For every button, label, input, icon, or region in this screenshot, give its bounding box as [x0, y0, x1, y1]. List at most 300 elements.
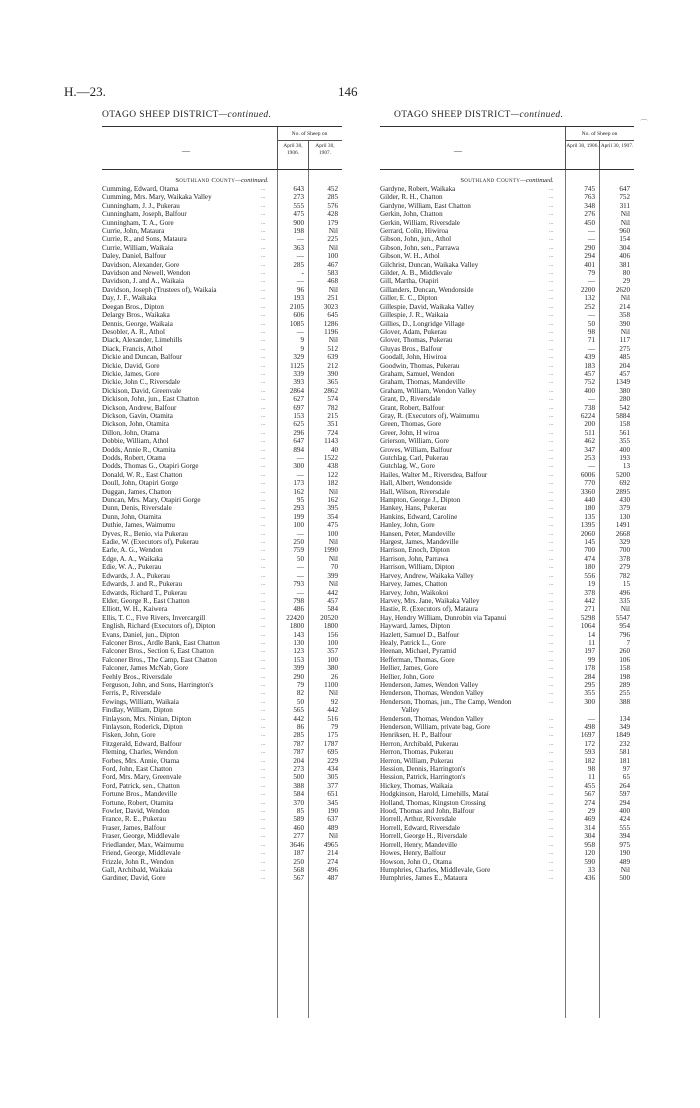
- sheep-count-1907: 468: [327, 277, 338, 286]
- sheep-count-1906: 153: [293, 655, 304, 664]
- owner-name: Harvey, Mrs. Jane, Waikaka Valley: [380, 596, 480, 605]
- leader-dots: ...: [261, 278, 266, 285]
- sheep-count-1906: 474: [584, 554, 595, 563]
- owner-name: Davidson, Alexander, Gore: [102, 260, 180, 269]
- sheep-count-1906: 556: [584, 571, 595, 580]
- leader-dots: ...: [549, 791, 554, 798]
- sheep-count-1906: 738: [584, 403, 595, 412]
- leader-dots: ...: [549, 858, 554, 865]
- sheep-count-1907: 80: [622, 269, 630, 278]
- table-row: [102, 631, 342, 639]
- table-row: [102, 740, 342, 748]
- leader-dots: ...: [261, 337, 266, 344]
- sheep-count-1907: 215: [327, 411, 338, 420]
- table-row: [380, 605, 634, 613]
- owner-name: Gerrard, Colin, Hiwiroa: [380, 227, 449, 236]
- table-row: [102, 807, 342, 815]
- sheep-count-1907: 349: [619, 723, 630, 731]
- table-row: [380, 454, 634, 462]
- sheep-count-1907: Nil: [328, 554, 338, 563]
- left-date-1906: April 30, 1906.: [283, 143, 303, 156]
- leader-dots: ...: [549, 597, 554, 604]
- leader-dots: ...: [261, 396, 266, 403]
- owner-name: Feehly Bros., Riversdale: [102, 672, 173, 681]
- left-no-of-sheep-label: No. of Sheep on: [277, 129, 342, 141]
- leader-dots: ...: [549, 286, 554, 293]
- owner-name: Dodds, Annie R., Otamita: [102, 445, 176, 454]
- sheep-count-1906: 900: [293, 218, 304, 227]
- owner-name: Heenan, Michael, Pyramid: [380, 647, 457, 656]
- sheep-count-1906: 276: [584, 210, 595, 219]
- leader-dots: ...: [261, 749, 266, 756]
- sheep-count-1907: 190: [327, 807, 338, 816]
- owner-name: Dennis, George, Waikaia: [102, 319, 173, 328]
- sheep-count-1906: 95: [296, 496, 304, 505]
- sheep-count-1906: 132: [584, 294, 595, 303]
- sheep-count-1906: 355: [584, 689, 595, 698]
- leader-dots: ...: [261, 328, 266, 335]
- sheep-count-1907: 1990: [323, 546, 338, 555]
- sheep-count-1907: 581: [619, 748, 630, 757]
- sheep-count-1907: 574: [327, 395, 338, 404]
- owner-name: France, R. E., Pukerau: [102, 815, 167, 824]
- sheep-count-1906: 1800: [289, 622, 304, 631]
- owner-name: Fewings, William, Waikaia: [102, 697, 179, 706]
- table-row: [380, 782, 634, 790]
- table-row: [380, 538, 634, 546]
- table-row: [380, 563, 634, 571]
- table-row: [380, 631, 634, 639]
- sheep-count-1907: 496: [327, 865, 338, 874]
- table-row: [380, 858, 634, 866]
- owner-name: Humphries, James E., Mataura: [380, 874, 468, 883]
- table-row: [380, 437, 634, 445]
- leader-dots: ...: [261, 808, 266, 815]
- owner-name: Humphries, Charles, Middlevale, Gore: [380, 865, 491, 874]
- sheep-count-1907: Nil: [328, 538, 338, 547]
- table-row: [102, 479, 342, 487]
- table-row: [380, 336, 634, 344]
- right-county-suffix: —continued.: [520, 177, 554, 184]
- sheep-count-1906: 469: [584, 815, 595, 824]
- sheep-count-1907: Nil: [328, 243, 338, 252]
- sheep-count-1906: 370: [293, 798, 304, 807]
- owner-name: Harrison, Enoch, Dipton: [380, 546, 450, 555]
- sheep-count-1906: —: [587, 344, 595, 353]
- owner-name: Cumming, Edward, Otama: [102, 185, 179, 193]
- owner-name: Hellier, James, Gore: [380, 664, 439, 673]
- leader-dots: ...: [549, 194, 554, 201]
- leader-dots: ...: [261, 219, 266, 226]
- leader-dots: ...: [549, 320, 554, 327]
- sheep-count-1906: 584: [293, 790, 304, 799]
- owner-name: Dodds, Thomas G., Otapiri Gorge: [102, 462, 199, 471]
- sheep-count-1907: 960: [619, 227, 630, 236]
- owner-name: Duthie, James, Waimumu: [102, 521, 175, 530]
- table-row: [380, 353, 634, 361]
- sheep-count-1907: 285: [327, 193, 338, 202]
- sheep-count-1907: 358: [619, 311, 630, 320]
- owner-name: Gutchlag, Carl, Pukerau: [380, 454, 449, 462]
- owner-name: Dickie and Duncan, Balfour: [102, 353, 182, 362]
- owner-name: Harvey, John, Waikokoi: [380, 588, 449, 597]
- sheep-count-1906: 300: [293, 462, 304, 471]
- leader-dots: ...: [549, 824, 554, 831]
- table-row: [102, 420, 342, 428]
- leader-dots: ...: [549, 278, 554, 285]
- table-row: [102, 597, 342, 605]
- owner-name: Hession, Patrick, Harrington's: [380, 773, 466, 782]
- sheep-count-1906: 565: [293, 706, 304, 715]
- owner-name: Gilchrist, Duncan, Waikaka Valley: [380, 260, 479, 269]
- sheep-count-1907: 13: [622, 462, 630, 471]
- table-row: [380, 412, 634, 420]
- right-table-header: [380, 126, 634, 170]
- left-header-dash: —: [182, 146, 190, 155]
- sheep-count-1906: 348: [584, 201, 595, 210]
- owner-name: Groves, William, Balfour: [380, 445, 453, 454]
- table-row: [102, 622, 342, 630]
- owner-name: Deegan Bros., Dipton: [102, 302, 164, 311]
- table-row: [380, 589, 634, 597]
- leader-dots: ...: [261, 455, 266, 461]
- table-row: [102, 589, 342, 597]
- table-row: [102, 261, 342, 269]
- sheep-count-1907: 1522: [323, 454, 338, 462]
- table-row: [102, 513, 342, 521]
- table-row: [102, 841, 342, 849]
- owner-name: Duggan, James, Chatton: [102, 487, 172, 496]
- sheep-count-1907: 400: [619, 807, 630, 816]
- sheep-count-1906: 759: [293, 546, 304, 555]
- leader-dots: ...: [261, 547, 266, 554]
- sheep-count-1906: 300: [584, 697, 595, 706]
- leader-dots: ...: [261, 614, 266, 621]
- sheep-count-1906: 462: [584, 437, 595, 446]
- sheep-count-1906: 253: [584, 454, 595, 462]
- owner-name: Fraser, George, Middlevale: [102, 832, 180, 841]
- table-row: [102, 757, 342, 765]
- owner-name: Fortune, Robert, Otamita: [102, 798, 174, 807]
- owner-name: Howes, Henry, Balfour: [380, 849, 446, 858]
- owner-name: Harvey, James, Chatton: [380, 580, 448, 589]
- table-row: [102, 874, 342, 882]
- table-row: [102, 429, 342, 437]
- table-row: [380, 311, 634, 319]
- table-row: [380, 395, 634, 403]
- table-row: [102, 446, 342, 454]
- owner-name: Ford, Mrs. Mary, Greenvale: [102, 773, 182, 782]
- sheep-count-1906: 50: [587, 319, 595, 328]
- sheep-count-1907: 354: [327, 512, 338, 521]
- sheep-count-1906: 273: [293, 193, 304, 202]
- table-row: [380, 345, 634, 353]
- sheep-count-1907: 475: [327, 521, 338, 530]
- table-row: [102, 336, 342, 344]
- table-row: [380, 572, 634, 580]
- sheep-count-1906: 1395: [580, 521, 595, 530]
- owner-name: Falconer Bros., The Camp, East Chatton: [102, 655, 217, 664]
- leader-dots: ...: [549, 186, 554, 192]
- sheep-count-1907: 130: [619, 512, 630, 521]
- sheep-count-1907: 438: [327, 462, 338, 471]
- sheep-count-1907: 700: [619, 546, 630, 555]
- owner-name: Desobler, A. R., Athol: [102, 327, 165, 336]
- leader-dots: ...: [549, 455, 554, 461]
- table-row: [380, 614, 634, 622]
- table-row: [102, 521, 342, 529]
- owner-name: Falconer Bros., Section 6, East Chatton: [102, 647, 214, 656]
- leader-dots: ...: [549, 387, 554, 394]
- sheep-count-1907: 434: [327, 765, 338, 774]
- owner-name: Falconer Bros., Ardle Bank, East Chatton: [102, 638, 220, 647]
- owner-name: Currie, John, Mataura: [102, 227, 165, 236]
- sheep-count-1906: 173: [293, 479, 304, 488]
- owner-name: Hampton, George J., Dipton: [380, 496, 461, 505]
- leader-dots: ...: [261, 505, 266, 512]
- page-number: 146: [338, 84, 358, 99]
- leader-dots: ...: [549, 295, 554, 302]
- sheep-count-1907: 335: [619, 596, 630, 605]
- sheep-count-1906: 700: [584, 546, 595, 555]
- sheep-count-1906: 347: [584, 445, 595, 454]
- sheep-count-1907: 975: [619, 840, 630, 849]
- leader-dots: ...: [261, 446, 266, 453]
- left-date-1907: April 30, 1907.: [315, 143, 335, 156]
- sheep-count-1907: 782: [327, 403, 338, 412]
- table-row: [102, 773, 342, 781]
- owner-name: Elliott, W. H., Kaiwera: [102, 605, 168, 614]
- owner-name: Hansen, Peter, Mandeville: [380, 529, 455, 538]
- sheep-count-1906: 100: [293, 521, 304, 530]
- sheep-count-1907: 485: [619, 353, 630, 362]
- sheep-count-1906: —: [296, 327, 304, 336]
- leader-dots: ...: [549, 656, 554, 663]
- owner-name: Horrell, Arthur, Riversdale: [380, 815, 457, 824]
- table-row: [102, 790, 342, 798]
- sheep-count-1907: 452: [327, 185, 338, 193]
- sheep-count-1906: 82: [296, 689, 304, 698]
- sheep-count-1906: 1064: [580, 622, 595, 631]
- sheep-count-1907: 724: [327, 428, 338, 437]
- table-row: [102, 748, 342, 756]
- owner-name: Dickson, Andrew, Balfour: [102, 403, 177, 412]
- sheep-count-1906: —: [587, 395, 595, 404]
- sheep-count-1907: 229: [327, 756, 338, 765]
- sheep-count-1906: 745: [584, 185, 595, 193]
- sheep-count-1906: 85: [296, 807, 304, 816]
- leader-dots: ...: [549, 429, 554, 436]
- sheep-count-1907: 122: [327, 470, 338, 479]
- leader-dots: ...: [261, 757, 266, 764]
- leader-dots: ...: [549, 614, 554, 621]
- sheep-count-1907: 516: [327, 714, 338, 723]
- owner-name: Holland, Thomas, Kingston Crossing: [380, 798, 486, 807]
- sheep-count-1907: 651: [327, 790, 338, 799]
- leader-dots: ...: [549, 841, 554, 848]
- owner-name: Hession, Dennis, Harrington's: [380, 765, 466, 774]
- sheep-count-1907: 294: [619, 798, 630, 807]
- sheep-count-1907: 251: [327, 294, 338, 303]
- leader-dots: ...: [549, 379, 554, 386]
- owner-name: Goodwin, Thomas, Pukerau: [380, 361, 460, 370]
- leader-dots: ...: [549, 555, 554, 562]
- owner-name: Ferguson, John, and Sons, Harrington's: [102, 680, 214, 689]
- leader-dots: ...: [549, 547, 554, 554]
- owner-name: Herron, Thomas, Pukerau: [380, 748, 454, 757]
- owner-name: Hankey, Hans, Pukerau: [380, 504, 447, 513]
- sheep-count-1906: 787: [293, 748, 304, 757]
- table-row: [102, 488, 342, 496]
- leader-dots: ...: [261, 866, 266, 873]
- leader-dots: ...: [261, 732, 266, 739]
- table-row: [380, 530, 634, 538]
- owner-name: Fowler, David, Wendon: [102, 807, 170, 816]
- sheep-count-1906: 6006: [580, 470, 595, 479]
- sheep-count-1906: 460: [293, 823, 304, 832]
- owner-name: Delargy Bros., Waikaka: [102, 311, 170, 320]
- owner-name: Glover, Adam, Pukerau: [380, 327, 447, 336]
- owner-name: Edwards, Richard T., Pukerau: [102, 588, 187, 597]
- owner-name: Gillespie, David, Waikaka Valley: [380, 302, 475, 311]
- sheep-count-1907: Nil: [620, 218, 630, 227]
- owner-name: Grierson, William, Gore: [380, 437, 449, 446]
- leader-dots: ...: [549, 488, 554, 495]
- sheep-count-1906: —: [587, 311, 595, 320]
- leader-dots: ...: [549, 866, 554, 873]
- sheep-count-1907: 106: [619, 655, 630, 664]
- leader-dots: ...: [261, 774, 266, 781]
- leader-dots: ...: [549, 606, 554, 613]
- sheep-count-1907: 379: [619, 504, 630, 513]
- owner-name: Dickison, David, Greenvale: [102, 386, 182, 395]
- table-row: [102, 563, 342, 571]
- leader-dots: ...: [261, 362, 266, 369]
- left-title-suffix: —continued.: [218, 110, 272, 120]
- sheep-count-1907: 487: [327, 874, 338, 883]
- owner-name: Cunningham, T. A., Gore: [102, 218, 174, 227]
- owner-name: Davidson, J. and A., Waikaia: [102, 277, 185, 286]
- right-title-text: OTAGO SHEEP DISTRICT: [394, 110, 511, 120]
- sheep-count-1906: 436: [584, 874, 595, 883]
- table-row: [102, 664, 342, 672]
- sheep-count-1907: Nil: [620, 294, 630, 303]
- owner-name: Gibson, John, jun., Athol: [380, 235, 452, 244]
- table-row: [102, 614, 342, 622]
- owner-name: Doull, John, Otapiri Gorge: [102, 479, 179, 488]
- sheep-count-1907: 954: [619, 622, 630, 631]
- sheep-count-1906: 442: [584, 596, 595, 605]
- sheep-count-1906: 285: [293, 260, 304, 269]
- table-row: [380, 378, 634, 386]
- owner-name: Dodds, Robert, Otama: [102, 454, 166, 462]
- leader-dots: ...: [261, 681, 266, 688]
- owner-name: Graham, Thomas, Mandeville: [380, 378, 465, 387]
- owner-name: Goodall, John, Hiwiroa: [380, 353, 447, 362]
- owner-name: Henriksen, H. P., Balfour: [380, 731, 452, 740]
- sheep-count-1907: 175: [327, 731, 338, 740]
- owner-name: Eadie, W. (Executors of), Pukerau: [102, 538, 199, 547]
- owner-name: Gardyne, William, East Chatton: [380, 201, 471, 210]
- sheep-count-1907: 117: [619, 336, 630, 345]
- owner-name: Herron, William, Pukerau: [380, 756, 454, 765]
- sheep-count-1906: 9: [300, 336, 304, 345]
- owner-name: Cunningham, Joseph, Balfour: [102, 210, 187, 219]
- owner-name: Harvey, Andrew, Waikaka Valley: [380, 571, 474, 580]
- sheep-count-1907: 1100: [324, 680, 338, 689]
- leader-dots: ...: [549, 673, 554, 680]
- owner-name: Currie, William, Waikaia: [102, 243, 173, 252]
- sheep-count-1907: 394: [619, 832, 630, 841]
- sheep-count-1906: 606: [293, 311, 304, 320]
- sheep-count-1907: 7: [626, 638, 630, 647]
- sheep-count-1906: 770: [584, 479, 595, 488]
- sheep-count-1906: 271: [584, 605, 595, 614]
- sheep-count-1906: 290: [293, 672, 304, 681]
- table-row: [102, 269, 342, 277]
- sheep-count-1907: 5200: [615, 470, 630, 479]
- owner-name: Henderson, Thomas, Wendon Valley: [380, 714, 484, 723]
- table-row: [102, 277, 342, 285]
- sheep-count-1906: 363: [293, 243, 304, 252]
- owner-name: Gillanders, Duncan, Wendonside: [380, 285, 474, 294]
- sheep-count-1907: 232: [619, 739, 630, 748]
- sheep-count-1906: 455: [584, 781, 595, 790]
- right-county-name: Southland County: [460, 177, 521, 184]
- owner-name: Dickson, Gavin, Otamita: [102, 411, 173, 420]
- sheep-count-1907: 40: [330, 445, 338, 454]
- leader-dots: ...: [261, 354, 266, 361]
- sheep-count-1906: 329: [293, 353, 304, 362]
- leader-dots: ...: [261, 698, 266, 705]
- owner-name: Hastie, R. (Executors of), Mataura: [380, 605, 478, 614]
- leader-dots: ...: [549, 808, 554, 815]
- sheep-count-1906: 6224: [580, 411, 595, 420]
- sheep-count-1906: —: [587, 277, 595, 286]
- sheep-count-1906: 339: [293, 369, 304, 378]
- owner-name: Day, J. F., Waikaka: [102, 294, 157, 303]
- sheep-count-1906: —: [296, 277, 304, 286]
- sheep-count-1907: Nil: [620, 210, 630, 219]
- sheep-count-1907: 428: [327, 210, 338, 219]
- leader-dots: ...: [549, 782, 554, 789]
- leader-dots: ...: [549, 505, 554, 512]
- leader-dots: ...: [261, 211, 266, 218]
- table-row: [380, 849, 634, 857]
- sheep-count-1906: 162: [293, 487, 304, 496]
- owner-name: Harrison, John, Parrawa: [380, 554, 449, 563]
- leader-dots: ...: [549, 690, 554, 697]
- leader-dots: ...: [261, 522, 266, 529]
- owner-name: Falconer, James McNab, Gore: [102, 664, 189, 673]
- sheep-count-1907: 496: [619, 588, 630, 597]
- sheep-count-1907: 390: [327, 369, 338, 378]
- owner-name: Dickie, David, Gore: [102, 361, 160, 370]
- owner-name: Dickson, John, Otamita: [102, 420, 169, 429]
- table-row: [380, 748, 634, 756]
- sheep-count-1906: 153: [293, 411, 304, 420]
- owner-name: Valley: [401, 706, 420, 715]
- left-county-suffix: —continued.: [235, 177, 269, 184]
- sheep-count-1907: 154: [619, 235, 630, 244]
- sheep-count-1906: 296: [293, 428, 304, 437]
- sheep-count-1906: —: [296, 563, 304, 572]
- leader-dots: ...: [549, 337, 554, 344]
- leader-dots: ...: [549, 228, 554, 235]
- leader-dots: ...: [549, 572, 554, 579]
- leader-dots: ...: [261, 564, 266, 571]
- sheep-count-1906: 457: [584, 369, 595, 378]
